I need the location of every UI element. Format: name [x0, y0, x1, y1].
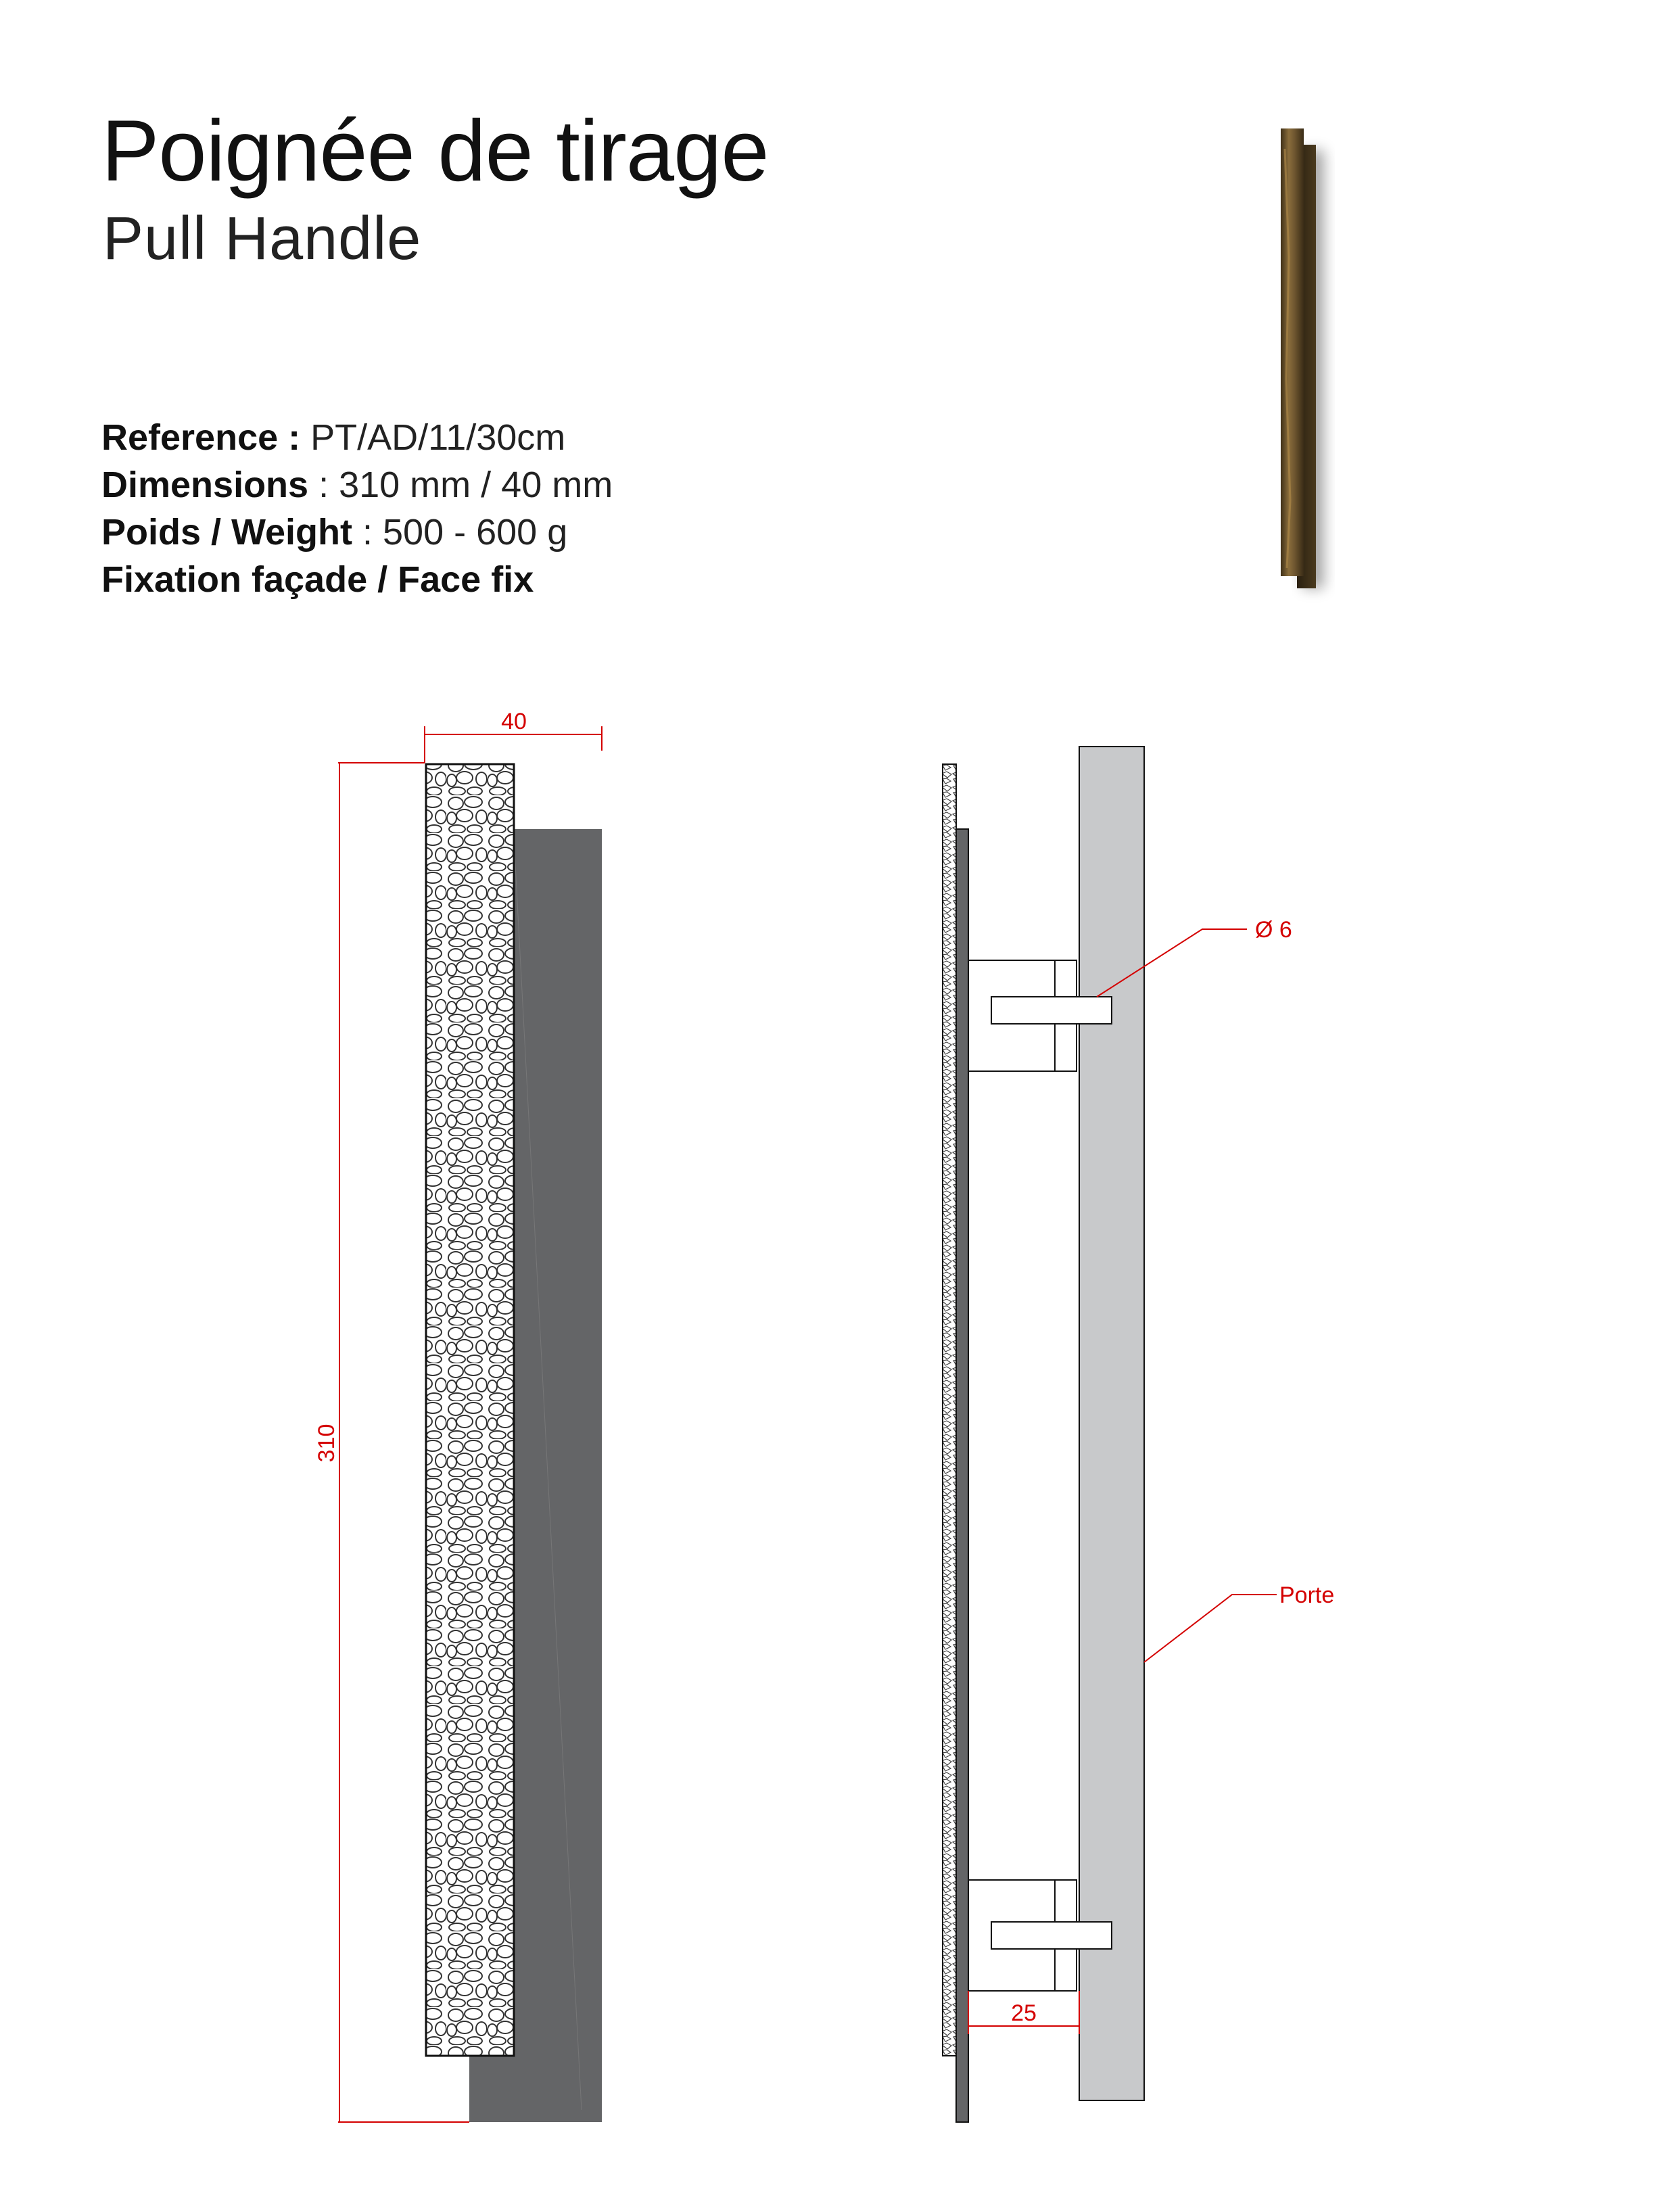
front-view	[314, 709, 602, 2122]
side-back-plate	[956, 829, 968, 2122]
spec-value: : 310 mm / 40 mm	[308, 465, 613, 505]
spec-value: PT/AD/11/30cm	[310, 417, 566, 458]
bottom-screw	[991, 1922, 1112, 1949]
spec-label: Reference :	[101, 417, 301, 458]
top-screw	[991, 997, 1112, 1024]
photo-front-bar	[1281, 128, 1304, 576]
side-view	[943, 747, 1334, 2122]
diameter-label: Ø 6	[1255, 917, 1292, 943]
textured-grip	[426, 764, 514, 2056]
door-label: Porte	[1279, 1582, 1335, 1608]
door-leader	[1144, 1595, 1277, 1662]
side-textured-grip	[943, 764, 956, 2056]
spec-label: Dimensions	[101, 465, 309, 505]
dim-width-label: 40	[501, 709, 527, 734]
page-subtitle: Pull Handle	[103, 205, 422, 273]
door-panel	[1079, 747, 1144, 2100]
product-photo	[1281, 128, 1324, 588]
spec-label: Poids / Weight	[101, 512, 353, 552]
spec-label: Fixation façade / Face fix	[101, 559, 534, 600]
spec-value: : 500 - 600 g	[352, 512, 568, 552]
dim-standoff-label: 25	[1011, 2000, 1037, 2026]
dim-height-label: 310	[314, 1423, 339, 1463]
page-title: Poignée de tirage	[101, 103, 769, 199]
